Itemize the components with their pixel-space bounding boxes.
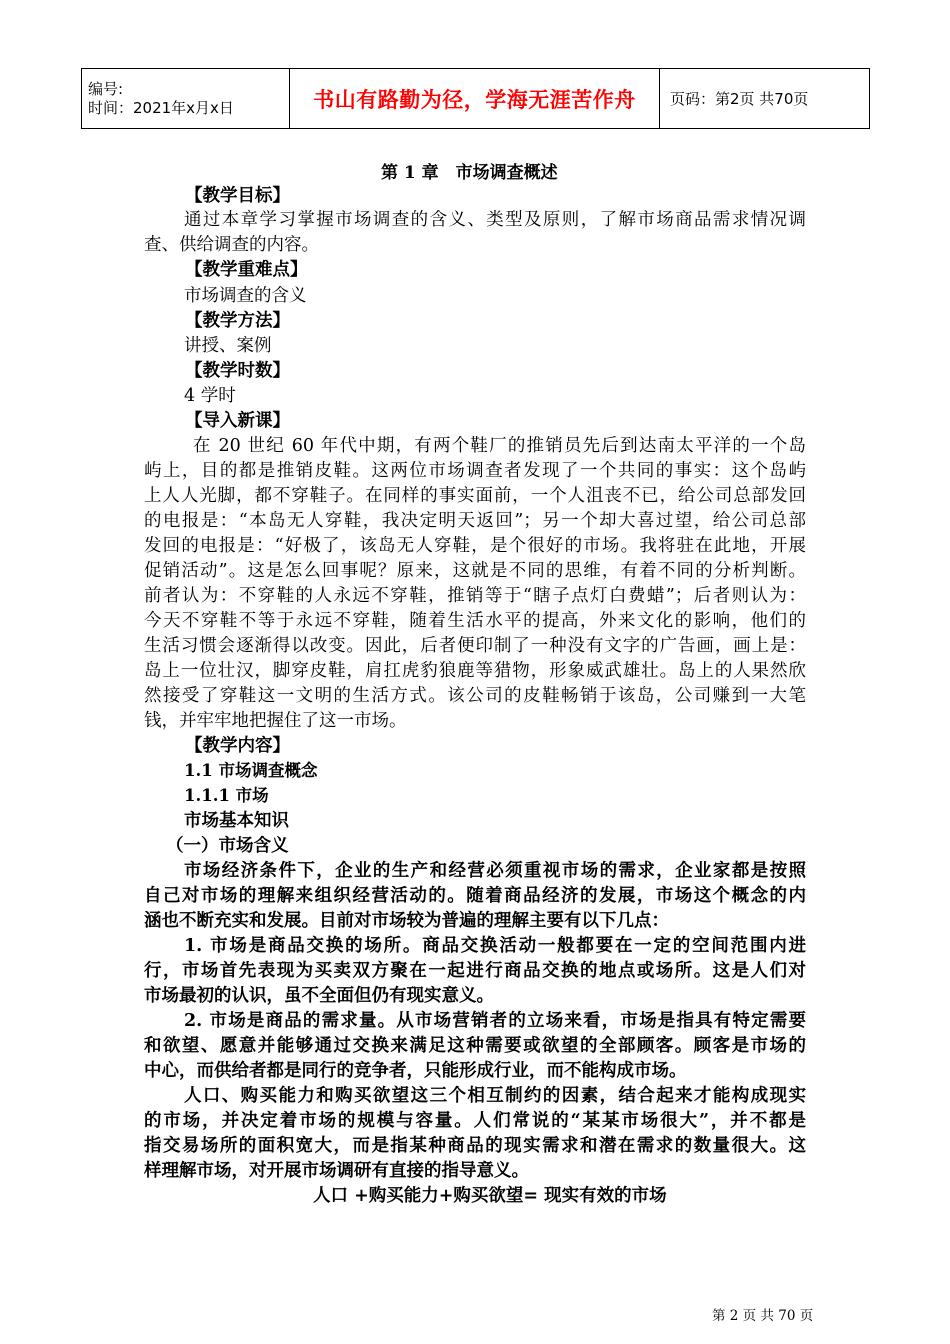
intro-line: 前者认为：不穿鞋的人永远不穿鞋，推销等于“瞎子点灯白费蜡”；后者则认为：: [144, 586, 806, 606]
section-1-1-1: 1.1.1 市场: [184, 786, 269, 805]
paragraph-line: 行，市场首先表现为买卖双方聚在一起进行商品交换的地点或场所。这是人们对: [144, 961, 806, 981]
paragraph-line: 自己对市场的理解来组织经营活动的。随着商品经济的发展，市场这个概念的内: [144, 886, 806, 906]
sub-heading-market-meaning: （一）市场含义: [166, 836, 289, 856]
intro-line: 生活习惯会逐渐得以改变。因此，后者便印制了一种没有文字的广告画，画上是：: [144, 636, 806, 656]
paragraph-line: 人口、购买能力和购买欲望这三个相互制约的因素，结合起来才能构成现实: [184, 1086, 806, 1106]
header-left-cell: [82, 69, 290, 129]
intro-line: 今天不穿鞋不等于永远不穿鞋，随着生活水平的提高，外来文化的影响，他们的: [144, 611, 806, 631]
intro-line: 屿上，目的都是推销皮鞋。这两位市场调查者发现了一个共同的事实：这个岛屿: [144, 461, 806, 481]
paragraph-line: 和欲望、愿意并能够通过交换来满足这种需要或欲望的全部顾客。顾客是市场的: [144, 1036, 806, 1056]
header-table: [81, 68, 870, 129]
chapter-title: 第 1 章 市场调查概述: [381, 163, 558, 183]
formula: 人口 +购买能力+购买欲望= 现实有效的市场: [313, 1186, 667, 1206]
intro-line: 然接受了穿鞋这一文明的生活方式。该公司的皮鞋畅销于该岛，公司赚到一大笔: [144, 686, 806, 706]
hours-text: 4 学时: [184, 386, 236, 406]
basic-knowledge-heading: 市场基本知识: [184, 811, 289, 831]
header-page-info: 页码：第2页 共70页: [660, 69, 870, 129]
intro-line: 上人人光脚，都不穿鞋子。在同样的事实面前，一个人沮丧不已，给公司总部发回: [144, 486, 806, 506]
paragraph-line: 1. 市场是商品交换的场所。商品交换活动一般都要在一定的空间范围内进: [184, 936, 806, 956]
paragraph-line: 指交易场所的面积宽大，而是指某种商品的现实需求和潜在需求的数量很大。这: [144, 1136, 806, 1156]
paragraph-line: 市场经济条件下，企业的生产和经营必须重视市场的需求，企业家都是按照: [184, 861, 806, 881]
method-heading: 【教学方法】: [185, 311, 290, 331]
paragraph-line: 2. 市场是商品的需求量。从市场营销者的立场来看，市场是指具有特定需要: [184, 1011, 806, 1031]
intro-line: 发回的电报是：“好极了，该岛无人穿鞋，是个很好的市场。我将驻在此地，开展: [144, 536, 806, 556]
paragraph-line: 的市场，并决定着市场的规模与容量。人们常说的“某某市场很大”，并不都是: [144, 1111, 806, 1131]
objective-line: 通过本章学习掌握市场调查的含义、类型及原则，了解市场商品需求情况调: [184, 210, 806, 230]
intro-line: 钱，并牢牢地把握住了这一市场。: [144, 711, 407, 731]
header-motto: 书山有路勤为径，学海无涯苦作舟: [290, 69, 660, 129]
paragraph-line: 涵也不断充实和发展。目前对市场较为普遍的理解主要有以下几点：: [144, 911, 669, 931]
intro-line: 岛上一位壮汉，脚穿皮鞋，肩扛虎豹狼鹿等猎物，形象威武雄壮。岛上的人果然欣: [144, 661, 806, 681]
section-1-1: 1.1 市场调查概念: [184, 761, 318, 780]
key-text: 市场调查的含义: [184, 286, 307, 306]
intro-line: 促销活动”。这是怎么回事呢？原来，这就是不同的思维，有着不同的分析判断。: [144, 561, 806, 581]
serial-label: 编号:: [88, 79, 124, 98]
content-heading: 【教学内容】: [185, 736, 290, 756]
intro-line: 的电报是：“本岛无人穿鞋，我决定明天返回”；另一个却大喜过望，给公司总部: [144, 511, 806, 531]
method-text: 讲授、案例: [184, 336, 272, 356]
intro-line: 在 20 世纪 60 年代中期，有两个鞋厂的推销员先后到达南太平洋的一个岛: [193, 436, 806, 456]
intro-heading: 【导入新课】: [185, 411, 290, 431]
objective-heading: 【教学目标】: [185, 186, 290, 206]
key-heading: 【教学重难点】: [185, 260, 308, 280]
paragraph-line: 市场最初的认识，虽不全面但仍有现实意义。: [144, 986, 494, 1006]
page-footer: 第 2 页 共 70 页: [712, 1308, 814, 1324]
objective-line: 查、供给调查的内容。: [144, 235, 319, 255]
paragraph-line: 样理解市场，对开展市场调研有直接的指导意义。: [144, 1161, 529, 1181]
paragraph-line: 中心，而供给者都是同行的竞争者，只能形成行业，而不能构成市场。: [144, 1061, 687, 1081]
time-label: 时间：2021年x月x日: [88, 98, 234, 117]
hours-heading: 【教学时数】: [185, 361, 290, 381]
